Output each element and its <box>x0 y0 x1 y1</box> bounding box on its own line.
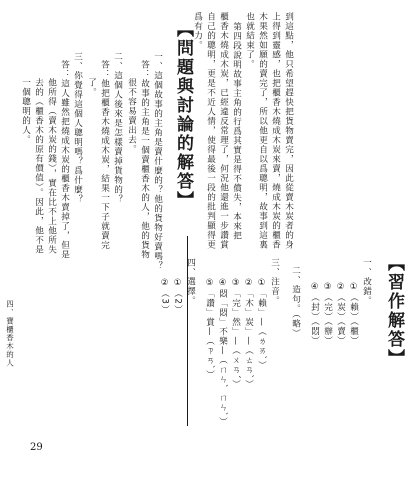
exercise-answer: ②（3） <box>159 278 170 315</box>
exercise-answer: ②（炭）（賣） <box>335 282 346 346</box>
exercise-answer: ②「木」炭」—（ㄊㄢˋ） <box>243 278 254 390</box>
paragraph-line: 上得到靈感，也把櫃香木燒成木炭來賣，燒成木炭的櫃香 <box>270 12 281 250</box>
exercise-label: 一、改錯。 <box>361 258 372 306</box>
answer-line: 答：這人雖然把燒成木炭的櫃香木賣掉了，但是 <box>59 60 70 260</box>
exercise-label: 三、注音。 <box>269 258 280 306</box>
page-number: 29 <box>30 442 43 453</box>
running-footer: 四、寶櫃香木的人 <box>5 300 15 368</box>
exercises-title: 【習作解答】 <box>384 254 404 368</box>
paragraph-line: 第四段說明故事主角的行爲其實是得不償失，本來把 <box>231 22 242 241</box>
exercise-label: 二、造句。（略） <box>290 266 301 338</box>
paragraph-line: 櫃香木燒成木炭，已經違反常理了，何況他還進一步讚賞 <box>218 12 229 250</box>
answer-line: 他所得（賣木炭的錢），實在比不上他所失 <box>46 78 57 255</box>
paragraph-line: 自己的聰明，更是不近人情，使得最後一段的批判顯得更 <box>205 12 216 250</box>
paragraph-line: 爲有力。 <box>192 12 203 50</box>
question-line: 三、你覺得這個人聰明嗎？爲什麼？ <box>72 52 83 204</box>
answer-line: 了。 <box>86 78 97 97</box>
exercise-answer: ④（封）（悶） <box>309 282 320 346</box>
answer-line: 答：故事的主角是一個賣櫃香木的人，他的貨物 <box>139 60 150 260</box>
exercise-answer: ③（完）（辦） <box>322 282 333 346</box>
paragraph-line: 也就結束了。 <box>244 12 255 69</box>
exercise-answer: ③「完」然」—（ㄨㄢˊ） <box>230 278 241 390</box>
discussion-title: 【問題與討論的解答】 <box>173 20 193 210</box>
answer-line: 答：他把櫃香木燒成木炭，結果一下子就賣完 <box>99 60 110 250</box>
answer-line: 一個聰明的人。 <box>20 78 31 145</box>
exercise-label: 四、選擇。 <box>185 258 196 306</box>
paragraph-line: 木果然如願的賣完了，所以他更自以爲聰明，故事到這裏 <box>257 12 268 250</box>
paragraph-line: 到這點，他只希望趕快把貨物賣完，因此從賣木炭者的身 <box>283 12 294 250</box>
exercise-answer: ①（賴）（櫃） <box>348 282 359 346</box>
exercise-answer: ⑤「讚」賞—（ㄗㄢˋ） <box>204 278 215 380</box>
exercise-answer: ①（2） <box>172 278 183 315</box>
exercise-answer: ①「賴」—（ㄌㄞˋ） <box>256 278 267 371</box>
answer-line: 很不容易賣出去。 <box>126 78 137 154</box>
question-line: 一、這個故事的主角是賣什麼的？他的貨物好賣嗎？ <box>152 52 163 271</box>
exercise-answer: ④悶「悶」不樂—（ㄇㄣˋ ㄇㄣˋ） <box>217 278 228 427</box>
answer-line: 去的（櫃香木的原有價值）。因此，他不是 <box>33 78 44 255</box>
question-line: 二、這個人後來是怎樣賣掉貨物的？ <box>112 52 123 204</box>
